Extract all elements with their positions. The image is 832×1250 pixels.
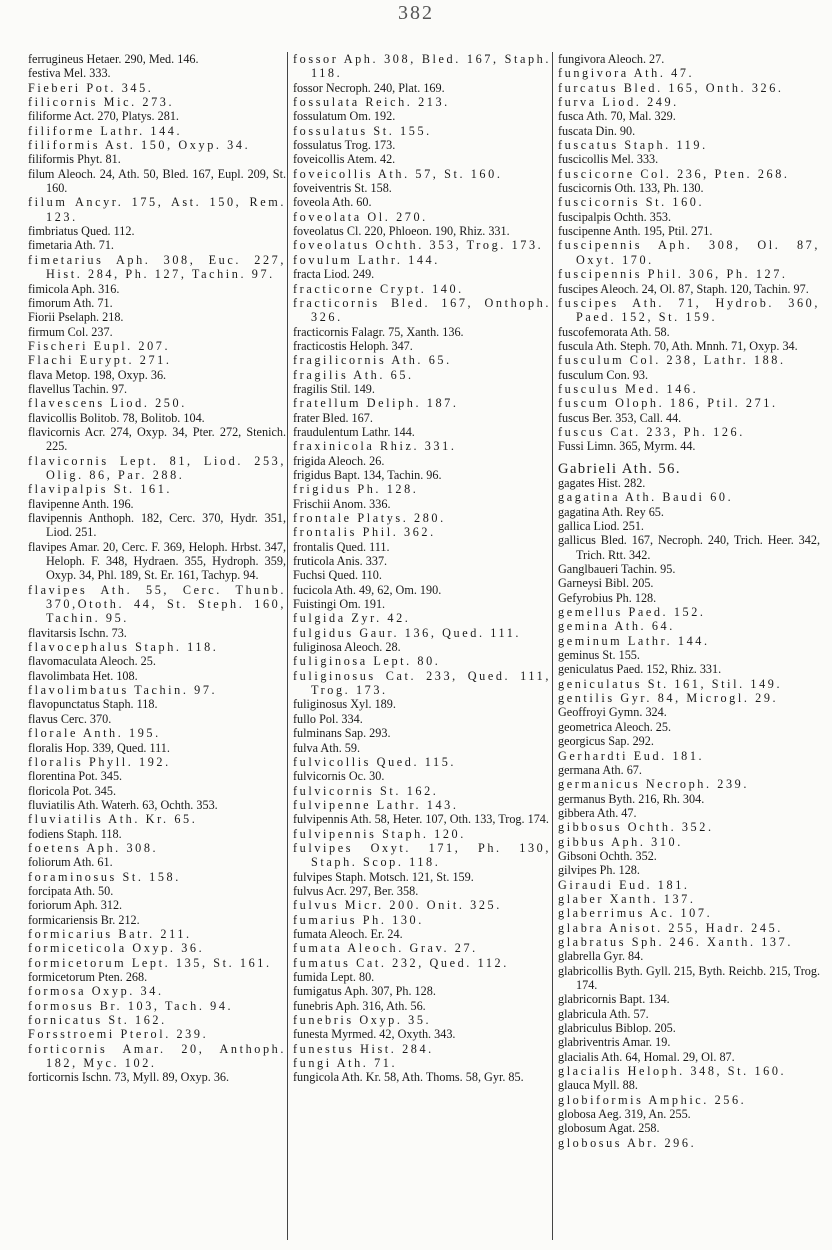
- index-entry: fuscus Cat. 233, Ph. 126.: [558, 424, 745, 439]
- index-entry: fracticorne Crypt. 140.: [293, 281, 464, 296]
- index-entry: fossulatus Trog. 173.: [293, 138, 396, 153]
- index-entry: furcatus Bled. 165, Onth. 326.: [558, 80, 784, 95]
- index-entry: Geoffroyi Gymn. 324.: [558, 705, 667, 720]
- index-entry: glabricornis Bapt. 134.: [558, 992, 670, 1007]
- index-entry: glaberrimus Ac. 107.: [558, 906, 713, 921]
- index-entry: fumigatus Aph. 307, Ph. 128.: [293, 984, 436, 999]
- index-entry: floralis Phyll. 192.: [28, 754, 171, 769]
- index-entry: fungicola Ath. Kr. 58, Ath. Thoms. 58, Gyr. 85.: [293, 1070, 524, 1085]
- index-entry: foraminosus St. 158.: [28, 869, 181, 884]
- index-entry: glaber Xanth. 137.: [558, 891, 696, 906]
- index-entry: flavitarsis Ischn. 73.: [28, 625, 127, 640]
- index-entry: fulgida Zyr. 42.: [293, 611, 411, 626]
- index-entry: foliorum Ath. 61.: [28, 855, 113, 870]
- index-entry: germanus Byth. 216, Rh. 304.: [558, 791, 705, 806]
- index-entry: fracticornis Falagr. 75, Xanth. 136.: [293, 324, 464, 339]
- index-entry: gemellus Paed. 152.: [558, 605, 706, 620]
- index-entry: flavomaculata Aleoch. 25.: [28, 654, 156, 669]
- index-entry: formiceticola Oxyp. 36.: [28, 941, 205, 956]
- index-entry: frigidus Bapt. 134, Tachin. 96.: [293, 467, 442, 482]
- index-entry: glabriventris Amar. 19.: [558, 1035, 671, 1050]
- index-entry: fuscicorne Col. 236, Pten. 268.: [558, 166, 790, 181]
- index-entry: fuliginosus Xyl. 189.: [293, 697, 396, 712]
- index-entry: filum Aleoch. 24, Ath. 50, Bled. 167, Eupl. 209, St. 160.: [28, 166, 286, 196]
- index-entry: globosus Abr. 296.: [558, 1135, 697, 1150]
- index-entry: frontale Platys. 280.: [293, 511, 446, 525]
- index-entry: fumata Aleoch. Grav. 27.: [293, 941, 478, 956]
- index-entry: gilvipes Ph. 128.: [558, 863, 640, 878]
- index-entry: germanicus Necroph. 239.: [558, 777, 750, 792]
- index-entry: flavescens Liod. 250.: [28, 396, 187, 411]
- index-entry: gallicus Bled. 167, Necroph. 240, Trich. Heer. 342, Trich. Rtt. 342.: [558, 533, 820, 562]
- index-entry: fucicola Ath. 49, 62, Om. 190.: [293, 582, 442, 597]
- index-entry: fullo Pol. 334.: [293, 711, 363, 726]
- index-entry: frontalis Qued. 111.: [293, 539, 390, 554]
- index-entry: funebris Oxyp. 35.: [293, 1013, 432, 1028]
- index-entry: foveolata Ol. 270.: [293, 209, 428, 224]
- index-entry: fuscipes Aleoch. 24, Ol. 87, Staph. 120, Tachin. 97.: [558, 281, 809, 296]
- index-entry: festiva Mel. 333.: [28, 66, 111, 81]
- index-entry: fluviatilis Ath. Waterh. 63, Ochth. 353.: [28, 797, 218, 812]
- index-entry: funestus Hist. 284.: [293, 1041, 434, 1056]
- index-entry: globosum Agat. 258.: [558, 1121, 660, 1136]
- index-entry: Ganglbaueri Tachin. 95.: [558, 562, 676, 577]
- column-divider: [287, 52, 288, 1240]
- index-entry: fumida Lept. 80.: [293, 970, 375, 984]
- index-entry: fracticostis Heloph. 347.: [293, 338, 413, 353]
- index-entry: fimorum Ath. 71.: [28, 295, 113, 310]
- index-entry: fulgidus Gaur. 136, Qued. 111.: [293, 625, 522, 640]
- index-entry: fungi Ath. 71.: [293, 1056, 398, 1071]
- index-entry: formicariensis Br. 212.: [28, 912, 140, 927]
- index-entry: foetens Aph. 308.: [28, 840, 159, 855]
- index-entry: Fussi Limn. 365, Myrm. 44.: [558, 439, 696, 454]
- index-entry: fornicatus St. 162.: [28, 1013, 167, 1028]
- index-entry: fulvipes Staph. Motsch. 121, St. 159.: [293, 869, 474, 884]
- index-entry: gentilis Gyr. 84, Microgl. 29.: [558, 691, 779, 706]
- index-entry: funebris Aph. 316, Ath. 56.: [293, 998, 426, 1013]
- index-entry: forticornis Amar. 20, Anthoph. 182, Myc. 102.: [28, 1041, 286, 1071]
- index-entry: glabratus Sph. 246. Xanth. 137.: [558, 934, 793, 949]
- index-entry: Flachi Eurypt. 271.: [28, 353, 172, 368]
- index-entry: fossulata Reich. 213.: [293, 95, 450, 110]
- index-entry: flavicornis Acr. 274, Oxyp. 34, Pter. 272, Stenich. 225.: [28, 424, 286, 454]
- index-entry: fuscipennis Phil. 306, Ph. 127.: [558, 267, 788, 282]
- index-entry: geminus St. 155.: [558, 648, 640, 663]
- index-entry: formosus Br. 103, Tach. 94.: [28, 998, 234, 1013]
- index-entry: filicornis Mic. 273.: [28, 95, 175, 110]
- index-entry: foveolatus Ochth. 353, Trog. 173.: [293, 238, 544, 253]
- index-entry: florale Anth. 195.: [28, 726, 161, 741]
- index-entry: formosa Oxyp. 34.: [28, 984, 164, 999]
- index-entry: Gerhardti Eud. 181.: [558, 748, 705, 763]
- index-entry: glauca Myll. 88.: [558, 1078, 638, 1093]
- index-entry: furva Liod. 249.: [558, 95, 679, 110]
- index-entry: fulvus Acr. 297, Ber. 358.: [293, 883, 419, 898]
- index-column-3: [558, 52, 820, 1242]
- index-entry: flavolimbata Het. 108.: [28, 668, 138, 683]
- index-entry: forticornis Ischn. 73, Myll. 89, Oxyp. 36.: [28, 1070, 230, 1085]
- index-entry: fracticornis Bled. 167, Onthoph. 326.: [293, 295, 551, 325]
- index-entry: fimbriatus Qued. 112.: [28, 224, 135, 239]
- index-column-1: [28, 52, 286, 1242]
- index-entry: Frischii Anom. 336.: [293, 496, 391, 511]
- index-entry: fragilicornis Ath. 65.: [293, 353, 452, 368]
- index-entry: fuscatus Staph. 119.: [558, 138, 708, 153]
- index-entry: fulminans Sap. 293.: [293, 726, 391, 741]
- index-entry: fuliginosa Lept. 80.: [293, 654, 441, 669]
- index-entry: fragilis Ath. 65.: [293, 367, 414, 382]
- index-entry: gallica Liod. 251.: [558, 519, 644, 533]
- index-column-2: [293, 52, 551, 1242]
- index-entry: fungivora Aleoch. 27.: [558, 52, 665, 66]
- index-entry: fulvipennis Staph. 120.: [293, 826, 466, 841]
- index-entry: florentina Pot. 345.: [28, 769, 123, 784]
- index-entry: glabricula Ath. 57.: [558, 1006, 649, 1021]
- index-entry: flavicollis Bolitob. 78, Bolitob. 104.: [28, 410, 205, 425]
- index-entry: flavipes Amar. 20, Cerc. F. 369, Heloph. Hrbst. 347, Heloph. F. 348, Hydraen. 355, Hydroph. 359, Oxyp. 34, Phl. 189, St. Er. 161, Tachyp. 94.: [28, 539, 286, 583]
- index-entry: fruticola Anis. 337.: [293, 554, 388, 569]
- index-entry: foriorum Aph. 312.: [28, 898, 123, 913]
- index-entry: flava Metop. 198, Oxyp. 36.: [28, 367, 167, 382]
- index-entry: flavipalpis St. 161.: [28, 482, 173, 497]
- index-entry: glabrella Gyr. 84.: [558, 949, 644, 964]
- index-entry: Fiorii Pselaph. 218.: [28, 310, 124, 325]
- index-entry: foveicollis Atem. 42.: [293, 152, 396, 167]
- index-entry: flavicornis Lept. 81, Liod. 253, Olig. 86, Par. 288.: [28, 453, 286, 482]
- index-entry: gibbosus Ochth. 352.: [558, 820, 714, 835]
- index-entry: foveola Ath. 60.: [293, 195, 372, 210]
- index-entry: globosa Aeg. 319, An. 255.: [558, 1107, 691, 1122]
- index-entry: fulvus Micr. 200. Onit. 325.: [293, 898, 502, 913]
- index-entry: flavipenne Anth. 196.: [28, 496, 134, 511]
- index-entry: fulva Ath. 59.: [293, 740, 361, 755]
- index-entry: formicarius Batr. 211.: [28, 926, 192, 941]
- index-entry: fuscipes Ath. 71, Hydrob. 360, Paed. 152, St. 159.: [558, 295, 820, 325]
- index-entry: geometrica Aleoch. 25.: [558, 719, 672, 734]
- index-entry: fluviatilis Ath. Kr. 65.: [28, 812, 198, 827]
- index-entry: geniculatus St. 161, Stil. 149.: [558, 676, 783, 691]
- index-entry: flavipes Ath. 55, Cerc. Thunb. 370,Ototh. 44, St. Steph. 160, Tachin. 95.: [28, 582, 286, 626]
- index-entry: foveicollis Ath. 57, St. 160.: [293, 166, 503, 181]
- index-entry: frigida Aleoch. 26.: [293, 453, 385, 468]
- index-entry: forcipata Ath. 50.: [28, 883, 114, 898]
- index-entry: Garneysi Bibl. 205.: [558, 576, 654, 591]
- index-entry: fulvicornis Oc. 30.: [293, 769, 385, 784]
- index-entry: Gefyrobius Ph. 128.: [558, 590, 657, 605]
- index-entry: filiforme Lathr. 144.: [28, 123, 183, 138]
- index-entry: fulvicornis St. 162.: [293, 783, 439, 798]
- index-entry: frater Bled. 167.: [293, 410, 373, 425]
- index-entry: fimicola Aph. 316.: [28, 281, 120, 296]
- index-entry: firmum Col. 237.: [28, 324, 113, 339]
- index-entry: gemina Ath. 64.: [558, 619, 675, 634]
- index-entry: gibbus Aph. 310.: [558, 834, 683, 849]
- index-entry: fuscipenne Anth. 195, Ptil. 271.: [558, 224, 713, 239]
- index-entry: georgicus Sap. 292.: [558, 734, 654, 749]
- index-entry: fossulatus St. 155.: [293, 123, 432, 138]
- index-entry: filum Ancyr. 175, Ast. 150, Rem. 123.: [28, 195, 286, 224]
- index-entry: fulvipenne Lathr. 143.: [293, 797, 459, 812]
- index-entry: glacialis Ath. 64, Homal. 29, Ol. 87.: [558, 1049, 735, 1064]
- index-entry: geminum Lathr. 144.: [558, 633, 710, 648]
- index-entry: flavellus Tachin. 97.: [28, 381, 128, 396]
- index-entry: fuscicornis St. 160.: [558, 195, 705, 210]
- index-entry: filiformis Ast. 150, Oxyp. 34.: [28, 138, 251, 153]
- index-entry: fusculum Con. 93.: [558, 367, 649, 382]
- page-number: 382: [398, 2, 434, 24]
- index-entry: foveiventris St. 158.: [293, 181, 392, 196]
- index-entry: geniculatus Paed. 152, Rhiz. 331.: [558, 662, 722, 677]
- index-entry: glabricollis Byth. Gyll. 215, Byth. Reichb. 215, Trog. 174.: [558, 963, 820, 992]
- index-entry: flavocephalus Staph. 118.: [28, 640, 219, 655]
- index-entry: fuscum Oloph. 186, Ptil. 271.: [558, 396, 778, 411]
- index-entry: fulvipennis Ath. 58, Heter. 107, Oth. 133, Trog. 174.: [293, 812, 549, 827]
- index-entry: filiformis Phyt. 81.: [28, 152, 121, 167]
- index-entry: flavopunctatus Staph. 118.: [28, 697, 158, 712]
- index-entry: frigidus Ph. 128.: [293, 482, 419, 497]
- index-entry: germana Ath. 67.: [558, 762, 642, 777]
- index-entry: ferrugineus Hetaer. 290, Med. 146.: [28, 52, 199, 66]
- index-entry: gagates Hist. 282.: [558, 475, 646, 490]
- index-entry: fusca Ath. 70, Mal. 329.: [558, 109, 676, 124]
- index-entry: fossor Necroph. 240, Plat. 169.: [293, 80, 445, 95]
- index-entry: fraxinicola Rhiz. 331.: [293, 439, 457, 454]
- index-entry: glabra Anisot. 255, Hadr. 245.: [558, 920, 783, 935]
- index-entry: fuliginosa Aleoch. 28.: [293, 640, 401, 655]
- index-entry: fuscata Din. 90.: [558, 123, 636, 138]
- index-entry: foveolatus Cl. 220, Phloeon. 190, Rhiz. 331.: [293, 224, 510, 239]
- index-entry: glabriculus Biblop. 205.: [558, 1021, 676, 1036]
- index-entry: fodiens Staph. 118.: [28, 826, 122, 841]
- index-entry: Gabrieli Ath. 56.: [558, 460, 681, 477]
- index-entry: glacialis Heloph. 348, St. 160.: [558, 1064, 787, 1079]
- index-entry: formicetorum Pten. 268.: [28, 970, 148, 984]
- index-entry: fuscicornis Oth. 133, Ph. 130.: [558, 181, 704, 196]
- index-entry: Gibsoni Ochth. 352.: [558, 848, 657, 863]
- index-entry: fratellum Deliph. 187.: [293, 396, 459, 411]
- index-entry: fovulum Lathr. 144.: [293, 252, 440, 267]
- index-entry: fraudulentum Lathr. 144.: [293, 424, 415, 439]
- index-entry: fulvipes Oxyt. 171, Ph. 130, Staph. Scop. 118.: [293, 840, 551, 870]
- index-entry: floricola Pot. 345.: [28, 783, 117, 798]
- index-entry: filiforme Act. 270, Platys. 281.: [28, 109, 179, 124]
- index-entry: fusculus Med. 146.: [558, 381, 699, 396]
- column-divider: [552, 52, 553, 1240]
- index-entry: fuscula Ath. Steph. 70, Ath. Mnnh. 71, Oxyp. 34.: [558, 338, 798, 353]
- index-entry: Giraudi Eud. 181.: [558, 877, 690, 892]
- index-entry: fuscipalpis Ochth. 353.: [558, 209, 672, 224]
- index-entry: formicetorum Lept. 135, St. 161.: [28, 955, 272, 970]
- index-entry: fuliginosus Cat. 233, Qued. 111, Trog. 173.: [293, 668, 551, 698]
- index-entry: fossulatum Om. 192.: [293, 109, 396, 124]
- index-entry: Fuistingi Om. 191.: [293, 597, 386, 612]
- index-entry: frontalis Phil. 362.: [293, 525, 436, 540]
- index-entry: Fieberi Pot. 345.: [28, 80, 154, 95]
- index-entry: gagatina Ath. Rey 65.: [558, 504, 664, 519]
- index-entry: fracta Liod. 249.: [293, 267, 375, 282]
- index-entry: gagatina Ath. Baudi 60.: [558, 490, 734, 505]
- index-entry: flavipennis Anthoph. 182, Cerc. 370, Hydr. 351, Liod. 251.: [28, 511, 286, 540]
- index-entry: fimetaria Ath. 71.: [28, 238, 114, 253]
- index-entry: globiformis Amphic. 256.: [558, 1092, 747, 1107]
- index-entry: fragilis Stil. 149.: [293, 381, 375, 396]
- index-entry: fusculum Col. 238, Lathr. 188.: [558, 353, 786, 368]
- index-entry: floralis Hop. 339, Qued. 111.: [28, 740, 170, 755]
- index-entry: fumarius Ph. 130.: [293, 912, 424, 927]
- index-entry: fuscofemorata Ath. 58.: [558, 324, 670, 339]
- index-entry: flavus Cerc. 370.: [28, 711, 112, 726]
- index-entry: fulvicollis Qued. 115.: [293, 754, 457, 769]
- index-entry: funesta Myrmed. 42, Oxyth. 343.: [293, 1027, 456, 1042]
- index-entry: fumata Aleoch. Er. 24.: [293, 926, 403, 941]
- index-entry: fuscicollis Mel. 333.: [558, 152, 659, 167]
- index-entry: gibbera Ath. 47.: [558, 805, 637, 820]
- index-entry: fuscipennis Aph. 308, Ol. 87, Oxyt. 170.: [558, 238, 820, 267]
- index-entry: fossor Aph. 308, Bled. 167, Staph. 118.: [293, 52, 551, 81]
- index-entry: Forsstroemi Pterol. 239.: [28, 1027, 209, 1042]
- index-entry: fuscus Ber. 353, Call. 44.: [558, 410, 682, 425]
- index-entry: fimetarius Aph. 308, Euc. 227, Hist. 284, Ph. 127, Tachin. 97.: [28, 252, 286, 282]
- index-entry: Fischeri Eupl. 207.: [28, 338, 171, 353]
- index-entry: fungivora Ath. 47.: [558, 66, 695, 81]
- index-entry: flavolimbatus Tachin. 97.: [28, 683, 218, 698]
- index-entry: Fuchsi Qued. 110.: [293, 568, 382, 583]
- index-entry: fumatus Cat. 232, Qued. 112.: [293, 955, 509, 970]
